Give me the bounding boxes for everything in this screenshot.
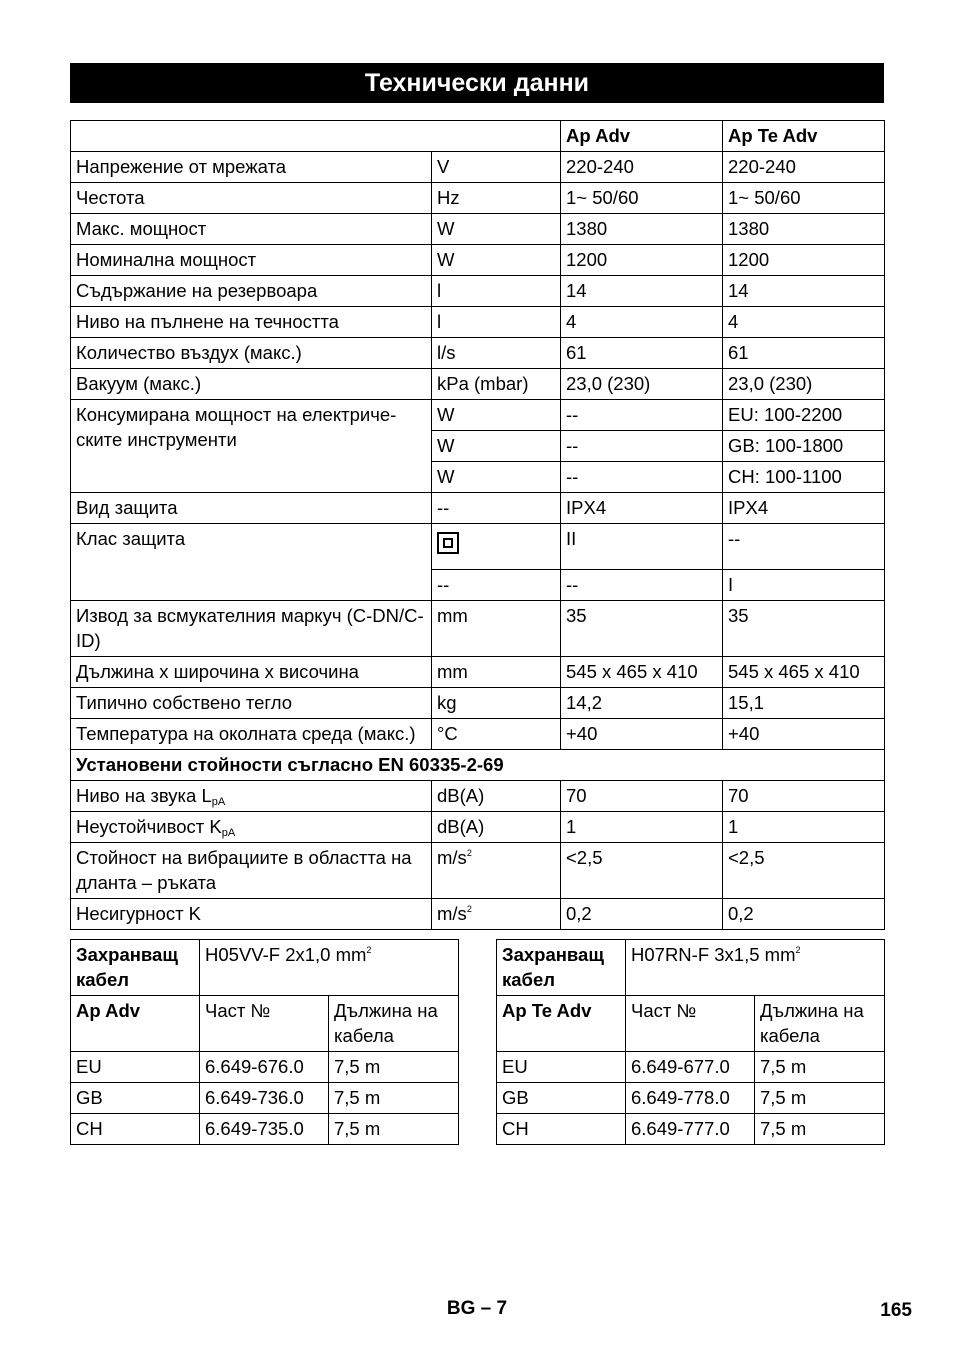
row-unit: W bbox=[432, 214, 561, 245]
cable-country: CH bbox=[497, 1114, 626, 1145]
row-value-ap-te-adv: GB: 100-1800 bbox=[723, 431, 885, 462]
cable-col-length: Дължина на кабела bbox=[329, 996, 459, 1052]
footer-section: BG – 7 bbox=[446, 1298, 508, 1319]
table-row bbox=[71, 493, 885, 524]
row-value-ap-te-adv: IPX4 bbox=[723, 493, 885, 524]
page-number: 165 bbox=[880, 1300, 912, 1321]
cable-model: Ap Adv bbox=[71, 996, 200, 1052]
cable-col-part: Част № bbox=[626, 996, 755, 1052]
table-row bbox=[71, 214, 885, 245]
table-row bbox=[71, 1083, 459, 1114]
row-unit: V bbox=[432, 152, 561, 183]
vibration-unit-text: m/s bbox=[437, 847, 467, 868]
table-row bbox=[71, 1114, 459, 1145]
row-value-ap-te-adv: <2,5 bbox=[723, 843, 885, 899]
table-row bbox=[71, 400, 885, 431]
row-value-ap-te-adv: I bbox=[723, 570, 885, 601]
cable-country: GB bbox=[71, 1083, 200, 1114]
row-label: Напрежение от мрежата bbox=[71, 152, 432, 183]
row-label: Номинална мощност bbox=[71, 245, 432, 276]
row-label: Вид защита bbox=[71, 493, 432, 524]
cable-header-row bbox=[497, 996, 885, 1052]
row-label: Съдържание на резервоара bbox=[71, 276, 432, 307]
vibration-unit bbox=[432, 843, 561, 899]
row-value-ap-adv: 61 bbox=[561, 338, 723, 369]
uncertainty-unit bbox=[432, 899, 561, 930]
power-tools-label: Консумирана мощност на електриче-ските инструменти bbox=[71, 400, 432, 493]
row-value-ap-adv: 35 bbox=[561, 601, 723, 657]
row-unit: l bbox=[432, 307, 561, 338]
row-value-ap-te-adv: 61 bbox=[723, 338, 885, 369]
row-label: Количество въздух (макс.) bbox=[71, 338, 432, 369]
row-value-ap-te-adv: EU: 100-2200 bbox=[723, 400, 885, 431]
table-row bbox=[71, 183, 885, 214]
cable-length: 7,5 m bbox=[329, 1114, 459, 1145]
row-value-ap-adv: 1~ 50/60 bbox=[561, 183, 723, 214]
row-value-ap-adv: -- bbox=[561, 462, 723, 493]
cable-table-ap-te-adv bbox=[496, 939, 885, 1145]
row-label: Вакуум (макс.) bbox=[71, 369, 432, 400]
vibration-label: Стойност на вибрациите в областта на дланта – ръката bbox=[71, 843, 432, 899]
cable-length: 7,5 m bbox=[755, 1083, 885, 1114]
row-value-ap-adv: 1 bbox=[561, 812, 723, 843]
table-row bbox=[71, 307, 885, 338]
section-title: Установени стойности съгласно EN 60335-2-69 bbox=[71, 750, 885, 781]
row-value-ap-adv: IPX4 bbox=[561, 493, 723, 524]
cable-type bbox=[200, 940, 459, 996]
row-unit: Hz bbox=[432, 183, 561, 214]
row-unit: °C bbox=[432, 719, 561, 750]
header-ap-te-adv: Ap Te Adv bbox=[723, 121, 885, 152]
row-unit: W bbox=[432, 462, 561, 493]
row-label: Температура на околната среда (макс.) bbox=[71, 719, 432, 750]
cable-part: 6.649-735.0 bbox=[200, 1114, 329, 1145]
row-unit: dB(A) bbox=[432, 781, 561, 812]
table-row bbox=[71, 781, 885, 812]
row-value-ap-te-adv: 220-240 bbox=[723, 152, 885, 183]
row-unit: kg bbox=[432, 688, 561, 719]
uncertainty-label: Несигурност K bbox=[71, 899, 432, 930]
cable-country: GB bbox=[497, 1083, 626, 1114]
row-unit: W bbox=[432, 431, 561, 462]
cable-type bbox=[626, 940, 885, 996]
row-label: Ниво на пълнене на течността bbox=[71, 307, 432, 338]
row-value-ap-adv: -- bbox=[561, 400, 723, 431]
protection-class-icon-cell bbox=[432, 524, 561, 570]
row-value-ap-te-adv: 1380 bbox=[723, 214, 885, 245]
cable-type-text: H07RN-F 3x1,5 mm bbox=[631, 944, 796, 965]
cable-length: 7,5 m bbox=[329, 1052, 459, 1083]
table-header-row bbox=[71, 121, 885, 152]
page-title: Технически данни bbox=[70, 63, 884, 103]
row-value-ap-te-adv: 1 bbox=[723, 812, 885, 843]
cable-part: 6.649-736.0 bbox=[200, 1083, 329, 1114]
row-value-ap-te-adv: CH: 100-1100 bbox=[723, 462, 885, 493]
cable-header-row bbox=[71, 996, 459, 1052]
row-unit: l bbox=[432, 276, 561, 307]
cable-country: EU bbox=[497, 1052, 626, 1083]
table-row bbox=[497, 1083, 885, 1114]
row-unit: W bbox=[432, 245, 561, 276]
row-value-ap-adv: <2,5 bbox=[561, 843, 723, 899]
row-value-ap-te-adv: 545 x 465 x 410 bbox=[723, 657, 885, 688]
table-row bbox=[71, 843, 885, 899]
row-value-ap-adv: 23,0 (230) bbox=[561, 369, 723, 400]
table-row bbox=[71, 369, 885, 400]
row-value-ap-te-adv: 23,0 (230) bbox=[723, 369, 885, 400]
row-unit: mm bbox=[432, 657, 561, 688]
cable-part: 6.649-777.0 bbox=[626, 1114, 755, 1145]
row-unit: dB(A) bbox=[432, 812, 561, 843]
header-empty-cell bbox=[71, 121, 561, 152]
cable-type-sup: 2 bbox=[795, 945, 801, 955]
row-label: Извод за всмукателния маркуч (C-DN/C-ID) bbox=[71, 601, 432, 657]
row-value-ap-adv: 14,2 bbox=[561, 688, 723, 719]
cable-label: Захранващ кабел bbox=[497, 940, 626, 996]
cable-country: EU bbox=[71, 1052, 200, 1083]
vibration-unit-sup: 2 bbox=[466, 848, 472, 858]
cable-label: Захранващ кабел bbox=[71, 940, 200, 996]
uncertainty-unit-text: m/s bbox=[437, 903, 467, 924]
table-row bbox=[71, 245, 885, 276]
cable-length: 7,5 m bbox=[329, 1083, 459, 1114]
sound-level-label bbox=[71, 781, 432, 812]
cable-col-part: Част № bbox=[200, 996, 329, 1052]
cable-country: CH bbox=[71, 1114, 200, 1145]
row-value-ap-te-adv: 1~ 50/60 bbox=[723, 183, 885, 214]
table-row bbox=[71, 1052, 459, 1083]
cable-part: 6.649-778.0 bbox=[626, 1083, 755, 1114]
uncertainty-k-label bbox=[71, 812, 432, 843]
row-value-ap-adv: 1380 bbox=[561, 214, 723, 245]
row-unit: -- bbox=[432, 570, 561, 601]
cable-type-sup: 2 bbox=[366, 945, 372, 955]
row-value-ap-adv: 14 bbox=[561, 276, 723, 307]
cable-type-row bbox=[71, 940, 459, 996]
table-row bbox=[497, 1052, 885, 1083]
row-value-ap-te-adv: 0,2 bbox=[723, 899, 885, 930]
row-unit: -- bbox=[432, 493, 561, 524]
table-row bbox=[71, 719, 885, 750]
row-value-ap-te-adv: 35 bbox=[723, 601, 885, 657]
row-value-ap-adv: 0,2 bbox=[561, 899, 723, 930]
row-label: Макс. мощност bbox=[71, 214, 432, 245]
row-value-ap-adv: -- bbox=[561, 431, 723, 462]
cable-table-ap-adv bbox=[70, 939, 459, 1145]
row-value-ap-te-adv: +40 bbox=[723, 719, 885, 750]
table-row bbox=[71, 657, 885, 688]
cable-part: 6.649-676.0 bbox=[200, 1052, 329, 1083]
row-value-ap-adv: -- bbox=[561, 570, 723, 601]
technical-data-table bbox=[70, 120, 885, 930]
table-row bbox=[71, 688, 885, 719]
row-value-ap-adv: 220-240 bbox=[561, 152, 723, 183]
row-unit: l/s bbox=[432, 338, 561, 369]
row-value-ap-adv: +40 bbox=[561, 719, 723, 750]
row-value-ap-adv: 4 bbox=[561, 307, 723, 338]
table-row bbox=[71, 152, 885, 183]
row-value-ap-te-adv: 1200 bbox=[723, 245, 885, 276]
row-value-ap-adv: II bbox=[561, 524, 723, 570]
row-label: Типично собствено тегло bbox=[71, 688, 432, 719]
protection-class-ii-icon bbox=[437, 532, 459, 554]
table-row bbox=[71, 601, 885, 657]
table-row bbox=[71, 276, 885, 307]
section-row bbox=[71, 750, 885, 781]
sound-level-text: Ниво на звука L bbox=[76, 785, 212, 806]
row-value-ap-adv: 70 bbox=[561, 781, 723, 812]
row-unit: kPa (mbar) bbox=[432, 369, 561, 400]
row-label: Дължина х широчина х височина bbox=[71, 657, 432, 688]
cable-type-text: H05VV-F 2x1,0 mm bbox=[205, 944, 367, 965]
header-ap-adv: Ap Adv bbox=[561, 121, 723, 152]
row-value-ap-te-adv: 70 bbox=[723, 781, 885, 812]
table-row bbox=[497, 1114, 885, 1145]
cable-length: 7,5 m bbox=[755, 1052, 885, 1083]
row-value-ap-te-adv: 14 bbox=[723, 276, 885, 307]
uncertainty-k-subscript: pA bbox=[221, 827, 236, 839]
cable-length: 7,5 m bbox=[755, 1114, 885, 1145]
uncertainty-unit-sup: 2 bbox=[466, 904, 472, 914]
table-row bbox=[71, 524, 885, 570]
row-value-ap-te-adv: -- bbox=[723, 524, 885, 570]
row-label: Честота bbox=[71, 183, 432, 214]
sound-level-subscript: pA bbox=[211, 796, 226, 808]
protection-class-label: Клас защита bbox=[71, 524, 432, 601]
row-value-ap-adv: 1200 bbox=[561, 245, 723, 276]
row-value-ap-adv: 545 x 465 x 410 bbox=[561, 657, 723, 688]
uncertainty-k-text: Неустойчивост K bbox=[76, 816, 222, 837]
row-unit: W bbox=[432, 400, 561, 431]
row-value-ap-te-adv: 15,1 bbox=[723, 688, 885, 719]
cable-part: 6.649-677.0 bbox=[626, 1052, 755, 1083]
row-value-ap-te-adv: 4 bbox=[723, 307, 885, 338]
table-row bbox=[71, 338, 885, 369]
table-row bbox=[71, 812, 885, 843]
row-unit: mm bbox=[432, 601, 561, 657]
cable-model: Ap Te Adv bbox=[497, 996, 626, 1052]
cable-col-length: Дължина на кабела bbox=[755, 996, 885, 1052]
table-row bbox=[71, 899, 885, 930]
cable-type-row bbox=[497, 940, 885, 996]
